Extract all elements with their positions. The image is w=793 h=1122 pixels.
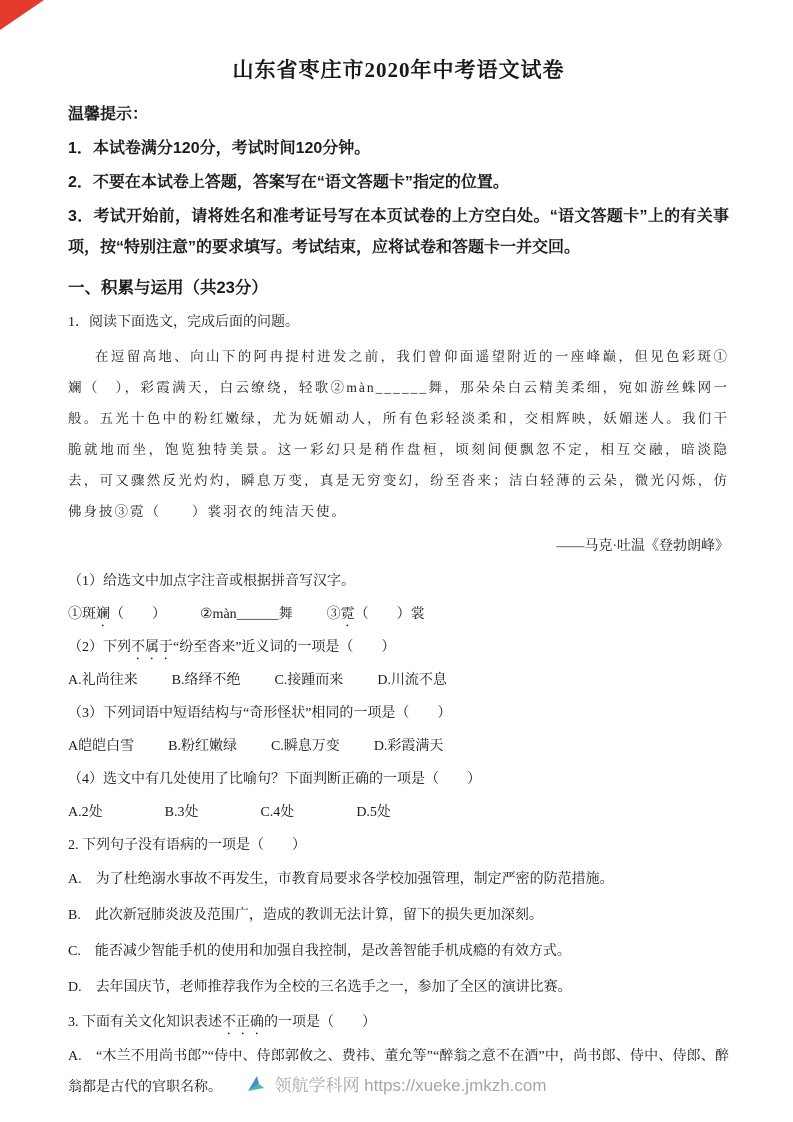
answer-item-2 bbox=[200, 600, 293, 630]
tip-item-1: 1．本试卷满分120分，考试时间120分钟。 bbox=[68, 140, 371, 157]
question-3-stem bbox=[68, 1008, 729, 1038]
option-a: A皑皑白雪 bbox=[68, 739, 135, 754]
question-1-stem: 1．阅读下面选文，完成后面的问题。 bbox=[68, 315, 299, 330]
question-2-option-c: C. 能否减少智能手机的使用和加强自我控制，是改善智能手机成瘾的有效方式。 bbox=[68, 944, 571, 959]
answer-item-3 bbox=[327, 600, 425, 630]
stem-text: （2）下列 bbox=[68, 640, 131, 655]
option-a: A.礼尚往来 bbox=[68, 673, 138, 688]
option-c: C.接踵而来 bbox=[274, 673, 344, 688]
answer-text: ②màn______舞 bbox=[200, 607, 293, 622]
tip-item-3: 3．考试开始前，请将姓名和准考证号写在本页试卷的上方空白处。“语文答题卡”上的有关事项，按“特别注意”的要求填写。考试结束，应将试卷和答题卡一并交回。 bbox=[68, 208, 729, 256]
answer-text: （ ）裳 bbox=[354, 607, 425, 622]
option-d: D.川流不息 bbox=[377, 673, 447, 688]
q1-sub3-options bbox=[68, 732, 729, 762]
dotted-character: 斓 bbox=[96, 607, 110, 622]
reading-passage: 在逗留高地、向山下的阿冉提村进发之前，我们曾仰面遥望附近的一座峰巅，但见色彩斑①斓（ ），彩霞满天，白云缭绕，轻歌②màn______舞，那朵朵白云精美柔细，宛如游丝蛛网一般。五光十色中的粉红嫩绿，尤为妩媚动人，所有色彩轻淡柔和，交相辉映，妖媚迷人。我们干脆就地而坐，饱览独特美景。这一彩幻只是稍作盘桓，顷刻间便飘忽不定，相互交融，暗淡隐去，可又骤然反光灼灼，瞬息万变，真是无穷变幻，纷至沓来；洁白轻薄的云朵，微光闪烁，仿佛身披③霓（ ）裳羽衣的纯洁天使。 bbox=[68, 349, 729, 519]
question-2-option-d: D. 去年国庆节，老师推荐我作为全校的三名选手之一，参加了全区的演讲比赛。 bbox=[68, 980, 572, 995]
option-d: D.5处 bbox=[356, 805, 391, 820]
dotted-character: 霓 bbox=[340, 607, 355, 622]
option-b: B.粉红嫩绿 bbox=[168, 739, 237, 754]
answer-text: ③ bbox=[326, 607, 341, 622]
q1-sub4-stem: （4）选文中有几处使用了比喻句？下面判断正确的一项是（ ） bbox=[68, 772, 481, 787]
tips-header: 温馨提示： bbox=[68, 106, 149, 123]
answer-item-1 bbox=[68, 600, 166, 630]
q1-sub2-stem bbox=[68, 633, 729, 663]
q1-sub1-stem: （1）给选文中加点字注音或根据拼音写汉字。 bbox=[68, 574, 355, 589]
watermark-text: 领航学科网 https://xueke.jmkzh.com bbox=[274, 1076, 547, 1095]
option-c: C.4处 bbox=[260, 805, 295, 820]
q1-sub4-options bbox=[68, 798, 729, 828]
watermark bbox=[0, 1071, 793, 1096]
stem-text: 3. 下面有关文化知识表述 bbox=[68, 1015, 222, 1030]
passage-attribution: ——马克·吐温《登勃朗峰》 bbox=[556, 539, 729, 554]
option-b: B.络绎不绝 bbox=[171, 673, 241, 688]
xueke-logo-icon bbox=[246, 1074, 266, 1094]
section-1-heading: 一、积累与运用（共23分） bbox=[68, 279, 268, 297]
question-2-option-b: B. 此次新冠肺炎波及范围广，造成的教训无法计算，留下的损失更加深刻。 bbox=[68, 908, 543, 923]
option-d: D.彩霞满天 bbox=[373, 739, 444, 754]
red-corner-triangle bbox=[0, 0, 44, 30]
question-2-option-a: A. 为了杜绝溺水事故不再发生，市教育局要求各学校加强管理，制定严密的防范措施。 bbox=[68, 872, 614, 887]
question-2-stem: 2. 下列句子没有语病的一项是（ ） bbox=[68, 838, 306, 853]
answer-text: （ ） bbox=[110, 607, 166, 622]
stem-text: 的一项是（ ） bbox=[264, 1015, 376, 1030]
option-c: C.瞬息万变 bbox=[270, 739, 340, 754]
answer-text: ①斑 bbox=[68, 607, 96, 622]
q1-sub1-answer-row bbox=[68, 600, 729, 630]
q1-sub2-options bbox=[68, 666, 729, 696]
option-a: A.2处 bbox=[68, 805, 103, 820]
q1-sub3-stem: （3）下列词语中短语结构与“奇形怪状”相同的一项是（ ） bbox=[68, 706, 452, 721]
page-title: 山东省枣庄市2020年中考语文试卷 bbox=[232, 58, 565, 82]
option-b: B.3处 bbox=[164, 805, 199, 820]
tip-item-2: 2．不要在本试卷上答题，答案写在“语文答题卡”指定的位置。 bbox=[68, 174, 509, 191]
question-3-option-a: A. “木兰不用尚书郎”“侍中、侍郎郭攸之、费祎、董允等”“醉翁之意不在酒”中，尚书郎、侍中、侍郎、醉翁都是古代的官职名称。 bbox=[68, 1049, 729, 1095]
stem-text: “纷至沓来”近义词的一项是（ ） bbox=[173, 640, 396, 655]
emphasized-text: 不属于 bbox=[131, 640, 173, 655]
emphasized-text: 不正确 bbox=[222, 1015, 264, 1030]
